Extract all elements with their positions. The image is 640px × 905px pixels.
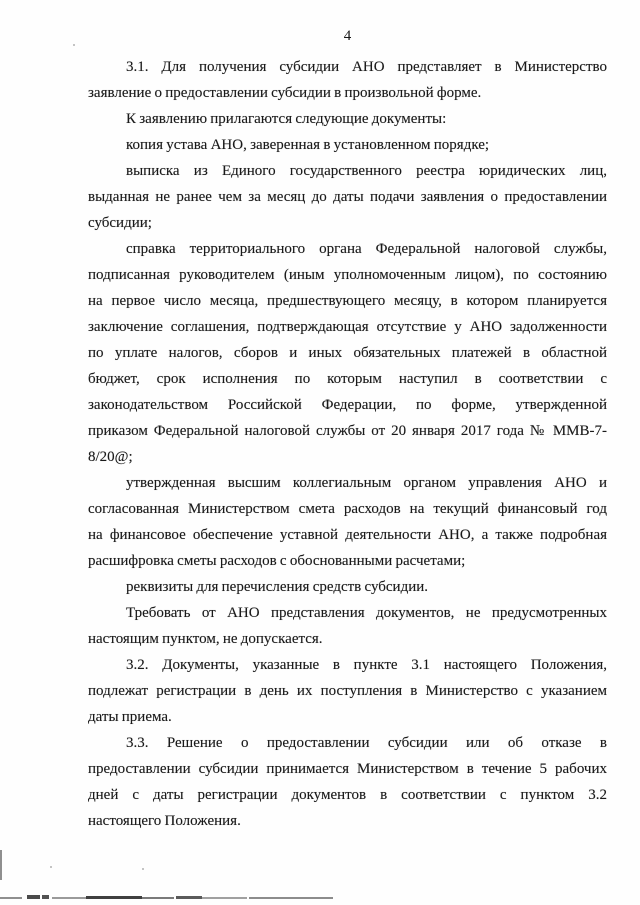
text-line: даты приема. — [88, 709, 172, 725]
text-line: бюджет, срок исполнения по которым наступил в соответствии с — [88, 371, 607, 387]
text-line: заключение соглашения, подтверждающая отсутствие у АНО задолженности — [88, 319, 607, 335]
text-line: на финансовое обеспечение уставной деятельности АНО, а также подробная — [88, 527, 607, 543]
scan-speck — [142, 868, 144, 870]
text-line: приказом Федеральной налоговой службы от 20 января 2017 года № ММВ-7- — [88, 423, 607, 439]
text-line: реквизиты для перечисления средств субсидии. — [126, 579, 429, 595]
text-line: законодательством Российской Федерации, по форме, утвержденной — [88, 397, 607, 413]
scan-artifact-bottom-line — [86, 896, 142, 899]
text-line: по уплате налогов, сборов и иных обязательных платежей в областной — [88, 345, 607, 361]
scan-artifact-bottom-line — [27, 895, 40, 899]
text-line: подлежат регистрации в день их поступления в Министерство с указанием — [88, 683, 607, 699]
text-line: выданная не ранее чем за месяц до даты подачи заявления о предоставлении — [88, 189, 607, 205]
scan-artifact-bottom-line — [142, 897, 174, 899]
text-line: настоящим пунктом, не допускается. — [88, 631, 323, 647]
scan-artifact-bottom-line — [249, 897, 333, 899]
text-line: справка территориального органа Федеральной налоговой службы, — [126, 241, 607, 257]
text-line: 3.2. Документы, указанные в пункте 3.1 настоящего Положения, — [126, 657, 607, 673]
scan-speck — [50, 866, 52, 868]
text-line: К заявлению прилагаются следующие документы: — [126, 111, 447, 127]
text-line: подписанная руководителем (иным уполномоченным лицом), по состоянию — [88, 267, 607, 283]
text-line: дней с даты регистрации документов в соответствии с пунктом 3.2 — [88, 787, 607, 803]
scan-artifact-bottom-line — [52, 897, 86, 899]
text-line: 8/20@; — [88, 449, 133, 465]
text-line: заявление о предоставлении субсидии в произвольной форме. — [88, 85, 482, 101]
text-line: предоставлении субсидии принимается Министерством в течение 5 рабочих — [88, 761, 607, 777]
scan-artifact-bottom-line — [42, 895, 49, 899]
text-line: расшифровка сметы расходов с обоснованными расчетами; — [88, 553, 466, 569]
scan-speck — [73, 44, 75, 46]
document-text — [88, 54, 607, 834]
text-line: 3.1. Для получения субсидии АНО представляет в Министерство — [126, 59, 607, 75]
text-line: на первое число месяца, предшествующего месяцу, в котором планируется — [88, 293, 607, 309]
text-line: Требовать от АНО представления документов, не предусмотренных — [126, 605, 607, 621]
text-line: 3.3. Решение о предоставлении субсидии или об отказе в — [126, 735, 607, 751]
text-line: копия устава АНО, заверенная в установленном порядке; — [126, 137, 490, 153]
scan-artifact-left-mark — [0, 850, 2, 880]
text-line: настоящего Положения. — [88, 813, 241, 829]
scan-artifact-bottom-line — [176, 896, 202, 899]
text-line: субсидии; — [88, 215, 152, 231]
scan-artifact-bottom-line — [0, 897, 22, 899]
text-line: утвержденная высшим коллегиальным органом управления АНО и — [126, 475, 607, 491]
text-line: выписка из Единого государственного реестра юридических лиц, — [126, 163, 607, 179]
page-number: 4 — [343, 28, 352, 44]
text-line: согласованная Министерством смета расходов на текущий финансовый год — [88, 501, 607, 517]
scan-artifact-bottom-line — [202, 897, 247, 899]
